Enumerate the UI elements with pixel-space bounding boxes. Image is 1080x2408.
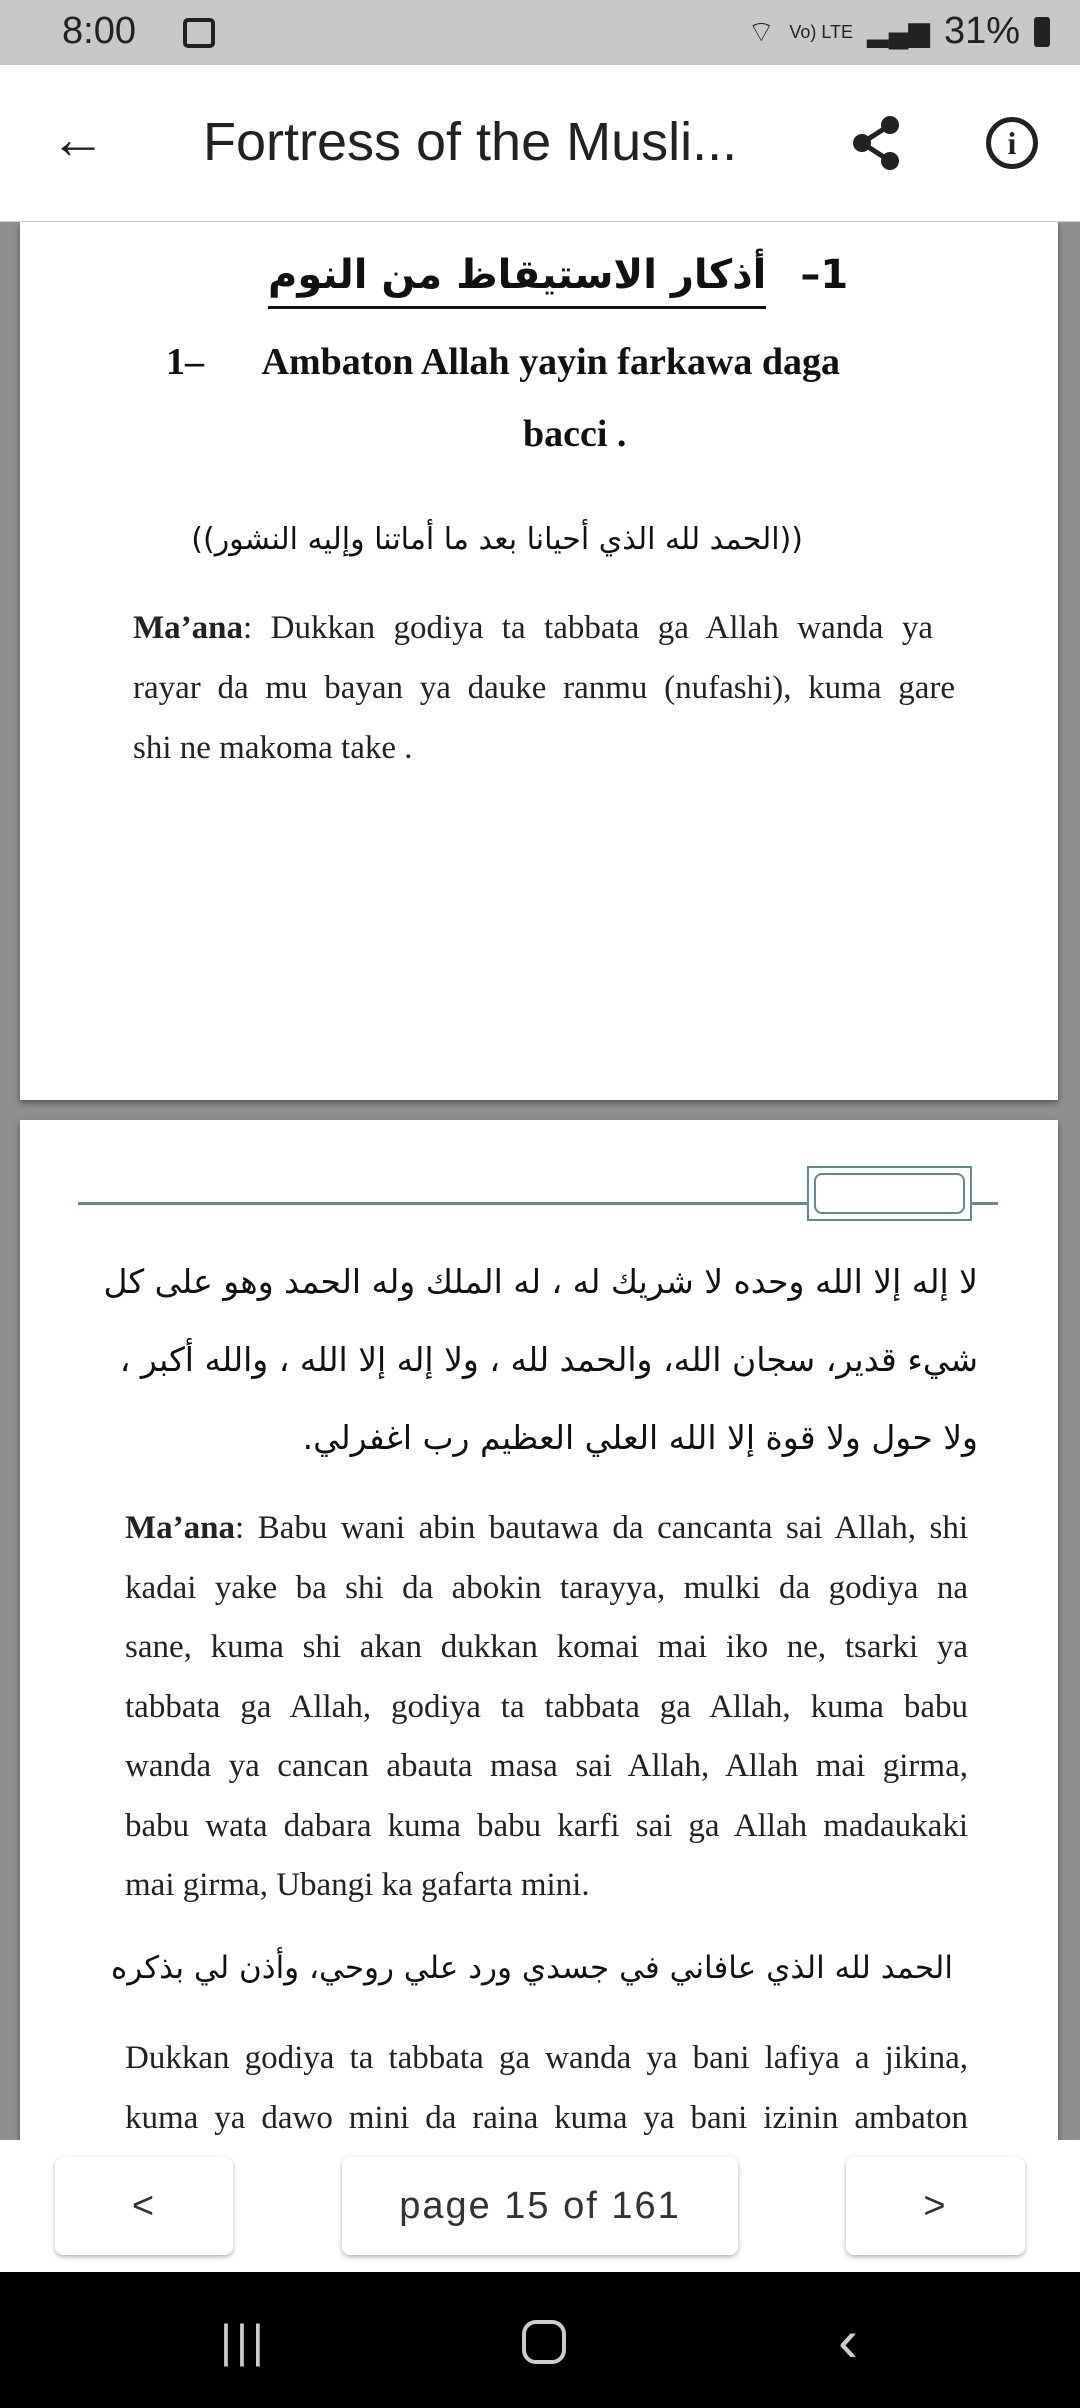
heading-arabic: أذكار الاستيقاظ من النوم bbox=[268, 252, 766, 309]
meaning-line: sane, kuma shi akan dukkan komai mai iko ne, tsarki ya bbox=[125, 1629, 968, 1665]
signal-icon: ▂▄▆ bbox=[867, 16, 930, 47]
meaning-line: kuma ya dawo mini da raina kuma ya bani izinin ambaton bbox=[125, 2100, 968, 2136]
subtitle-text: Ambaton Allah yayin farkawa daga bbox=[261, 341, 841, 383]
status-time: 8:00 bbox=[62, 10, 136, 52]
pdf-page-14 bbox=[20, 222, 1058, 1100]
meaning-label: Ma’ana bbox=[133, 610, 243, 646]
battery-level: 31% bbox=[943, 10, 1020, 52]
dua-arabic: ((الحمد لله الذي أحيانا بعد ما أماتنا وإليه النشور)) bbox=[191, 522, 803, 557]
heading-number: 1– bbox=[800, 252, 849, 298]
system-back-icon[interactable]: ‹ bbox=[838, 2307, 858, 2374]
image-notification-icon bbox=[183, 18, 215, 48]
meaning-line: kadai yake ba shi da abokin tarayya, mulki da godiya na bbox=[125, 1570, 968, 1606]
meaning-line: tabbata ga Allah, godiya ta tabbata ga Allah, kuma babu bbox=[125, 1689, 968, 1725]
dua-arabic-line: لا إله إلا الله وحده لا شريك له ، له الملك وله الحمد وهو على كل bbox=[103, 1262, 978, 1301]
meaning-line: shi ne makoma take . bbox=[133, 730, 413, 766]
status-bar bbox=[0, 0, 1080, 65]
dua-arabic: الحمد لله الذي عافاني في جسدي ورد علي روحي، وأذن لي بذكره bbox=[111, 1950, 953, 1986]
decorative-frame bbox=[807, 1166, 972, 1221]
info-icon[interactable]: i bbox=[986, 117, 1038, 169]
battery-icon bbox=[1034, 17, 1050, 47]
home-icon[interactable] bbox=[522, 2320, 566, 2364]
next-page-button[interactable]: > bbox=[846, 2157, 1025, 2255]
system-navigation-bar bbox=[0, 2272, 1080, 2408]
meaning-label: Ma’ana bbox=[125, 1510, 235, 1546]
page-title: Fortress of the Musli... bbox=[203, 112, 738, 172]
dua-arabic-line: ولا حول ولا قوة إلا الله العلي العظيم رب اغفرلي. bbox=[302, 1418, 978, 1457]
previous-page-button[interactable]: < bbox=[55, 2157, 233, 2255]
subtitle-number: 1– bbox=[166, 341, 204, 383]
meaning-line: Dukkan godiya ta tabbata ga wanda ya bani lafiya a jikina, bbox=[125, 2040, 968, 2076]
app-bar bbox=[0, 65, 1080, 222]
meaning-line: rayar da mu bayan ya dauke ranmu (nufashi), kuma gare bbox=[133, 670, 955, 706]
page-navigation-bar bbox=[0, 2140, 1080, 2272]
back-arrow-icon[interactable]: ← bbox=[50, 107, 106, 170]
pdf-page-15 bbox=[20, 1120, 1058, 2140]
section-heading bbox=[268, 252, 848, 298]
meaning-line: Ma’ana: Dukkan godiya ta tabbata ga Allah wanda ya bbox=[133, 610, 933, 646]
meaning-line: wanda ya cancan abauta masa sai Allah, Allah mai girma, bbox=[125, 1748, 968, 1784]
recent-apps-icon[interactable]: ||| bbox=[220, 2315, 268, 2367]
subtitle-text-cont: bacci . bbox=[523, 413, 627, 455]
meaning-line: Ma’ana: Babu wani abin bautawa da cancanta sai Allah, shi bbox=[125, 1510, 968, 1546]
meaning-line: babu wata dabara kuma babu karfi sai ga Allah madaukaki bbox=[125, 1808, 968, 1844]
page-indicator-button[interactable]: page 15 of 161 bbox=[342, 2157, 738, 2255]
dua-arabic-line: شيء قدير، سجان الله، والحمد لله ، ولا إله إلا الله ، والله أكبر ، bbox=[119, 1340, 978, 1379]
wifi-icon: ⌔ bbox=[747, 15, 776, 49]
network-label: Vo) LTE bbox=[789, 21, 854, 42]
meaning-line: mai girma, Ubangi ka gafarta mini. bbox=[125, 1867, 590, 1903]
share-icon[interactable] bbox=[850, 115, 902, 171]
